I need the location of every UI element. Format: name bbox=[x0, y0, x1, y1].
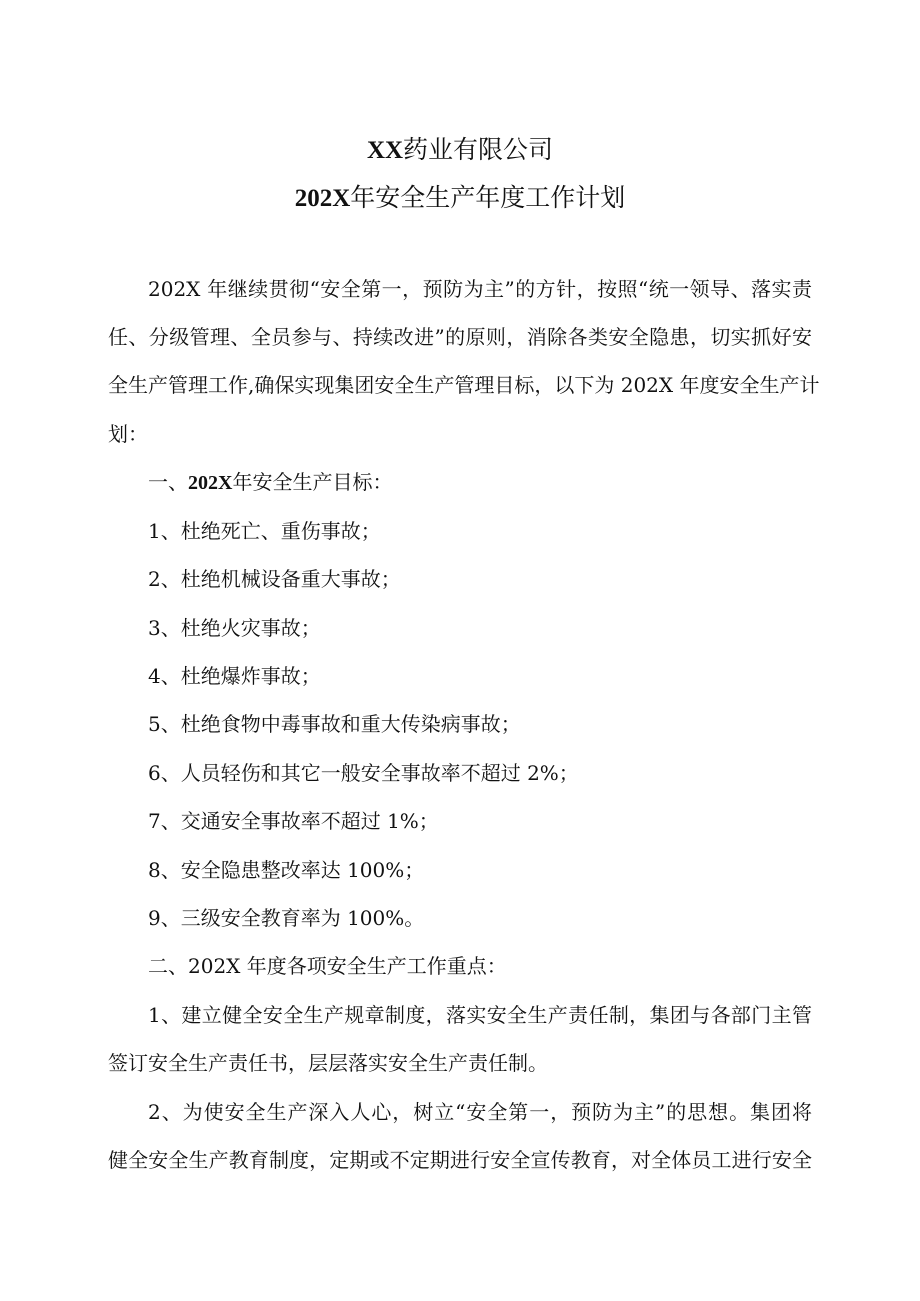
goal-item-2: 2、杜绝机械设备重大事故； bbox=[148, 567, 401, 591]
document-title-company bbox=[0, 134, 920, 167]
section1-heading-text: 年安全生产目标： bbox=[232, 470, 393, 494]
focus-para1-line-1: 1、建立健全安全生产规章制度，落实安全生产责任制，集团与各部门主管 bbox=[148, 1003, 812, 1027]
goal-item-6: 6、人员轻伤和其它一般安全事故率不超过 2%； bbox=[148, 761, 579, 785]
section1-heading-prefix: 一、 bbox=[148, 470, 188, 494]
goal-item-1: 1、杜绝死亡、重伤事故； bbox=[148, 519, 381, 543]
title-plan-year: 202X bbox=[294, 185, 351, 212]
intro-line-1: 202X 年继续贯彻“安全第一，预防为主”的方针，按照“统一领导、落实责 bbox=[148, 277, 812, 301]
section1-heading bbox=[148, 468, 392, 497]
title-company-name: 药业有限公司 bbox=[403, 135, 554, 164]
intro-line-2: 任、分级管理、全员参与、持续改进”的原则，消除各类安全隐患，切实抓好安 bbox=[108, 325, 812, 349]
goal-item-3: 3、杜绝火灾事故； bbox=[148, 616, 321, 640]
goal-item-5: 5、杜绝食物中毒事故和重大传染病事故； bbox=[148, 712, 521, 736]
goal-item-4: 4、杜绝爆炸事故； bbox=[148, 664, 321, 688]
intro-line-4: 划： bbox=[108, 422, 148, 446]
title-company-code: XX bbox=[366, 137, 404, 164]
goal-item-9: 9、三级安全教育率为 100%。 bbox=[148, 906, 425, 930]
focus-para2-line-1: 2、为使安全生产深入人心，树立“安全第一，预防为主”的思想。集团将 bbox=[148, 1100, 812, 1124]
focus-para2-line-2: 健全安全生产教育制度，定期或不定期进行安全宣传教育，对全体员工进行安全 bbox=[108, 1148, 812, 1172]
intro-line-3: 全生产管理工作,确保实现集团安全生产管理目标，以下为 202X 年度安全生产计 bbox=[108, 373, 820, 397]
document-title-plan bbox=[0, 182, 920, 215]
focus-para1-line-2: 签订安全生产责任书，层层落实安全生产责任制。 bbox=[108, 1051, 548, 1075]
section2-heading: 二、202X 年度各项安全生产工作重点： bbox=[148, 954, 507, 978]
title-plan-name: 年安全生产年度工作计划 bbox=[350, 183, 626, 212]
section1-heading-year: 202X bbox=[188, 472, 233, 494]
goal-item-7: 7、交通安全事故率不超过 1%； bbox=[148, 809, 439, 833]
goal-item-8: 8、安全隐患整改率达 100%； bbox=[148, 858, 425, 882]
